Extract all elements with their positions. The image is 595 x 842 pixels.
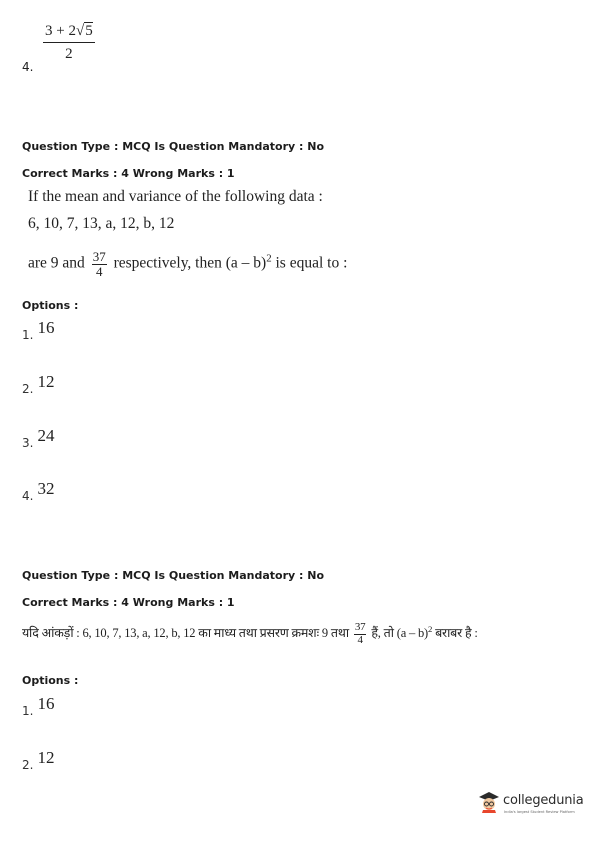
q1-text-line1: If the mean and variance of the following data :: [28, 188, 323, 205]
brand-name: collegedunia: [503, 793, 584, 808]
q1-option-value: 32: [37, 479, 55, 498]
q1-text-sup: 2: [266, 252, 272, 265]
q2-options-label: Options :: [22, 674, 79, 687]
q1-option-value: 16: [37, 318, 55, 337]
q1-frac-den: 4: [95, 263, 103, 279]
q2-frac-den: 4: [357, 633, 363, 646]
prev-option-radicand: 5: [85, 23, 93, 39]
q1-option-1[interactable]: [22, 318, 55, 342]
q2-text-sup: 2: [427, 623, 433, 634]
q1-option-number: 3.: [22, 436, 34, 450]
q1-fraction: [92, 250, 107, 278]
q2-text-pre: यदि आंकड़ों : 6, 10, 7, 13, a, 12, b, 12 का माध्य तथा प्रसरण क्रमशः 9 तथा: [22, 625, 349, 640]
q2-text: [22, 622, 478, 646]
q2-type-line: Question Type : MCQ Is Question Mandatory : No: [22, 569, 325, 582]
q1-type-line: Question Type : MCQ Is Question Mandatory : No: [22, 140, 325, 153]
q2-option-value: 12: [37, 748, 55, 767]
q2-option-2[interactable]: [22, 748, 55, 772]
prev-option-fraction: [43, 24, 95, 63]
q1-text-mid: respectively, then (a – b): [113, 254, 267, 272]
q1-marks-line: Correct Marks : 4 Wrong Marks : 1: [22, 167, 235, 180]
q1-text-pre: are 9 and: [28, 254, 85, 272]
q2-marks-line: Correct Marks : 4 Wrong Marks : 1: [22, 596, 235, 609]
brand-tagline: India's largest Student Review Platform: [504, 810, 575, 814]
q2-option-number: 1.: [22, 704, 34, 718]
q1-text-post: is equal to :: [275, 254, 348, 272]
q2-option-1[interactable]: [22, 694, 55, 718]
q1-text-line3: [28, 250, 347, 278]
q1-option-value: 12: [37, 372, 55, 391]
q2-fraction: [354, 622, 367, 646]
q2-frac-num: 37: [354, 621, 366, 633]
q2-option-value: 16: [37, 694, 55, 713]
q1-text-line2: 6, 10, 7, 13, a, 12, b, 12: [28, 215, 175, 232]
q1-option-number: 2.: [22, 382, 34, 396]
q1-option-3[interactable]: [22, 426, 55, 450]
prev-option-denominator: 2: [65, 45, 73, 62]
q2-text-mid: हैं, तो (a – b): [371, 625, 428, 640]
q2-option-number: 2.: [22, 758, 34, 772]
prev-option-numerator: 3 + 2√: [45, 23, 85, 39]
q1-option-number: 1.: [22, 328, 34, 342]
q1-option-4[interactable]: [22, 479, 55, 503]
q1-option-2[interactable]: [22, 372, 55, 396]
student-avatar-icon: [477, 789, 501, 813]
q1-frac-num: 37: [92, 249, 106, 264]
q2-text-post: बराबर है :: [435, 625, 478, 640]
q1-options-label: Options :: [22, 299, 79, 312]
q1-option-number: 4.: [22, 489, 34, 503]
prev-option-number: 4.: [22, 60, 34, 74]
q1-option-value: 24: [37, 426, 55, 445]
